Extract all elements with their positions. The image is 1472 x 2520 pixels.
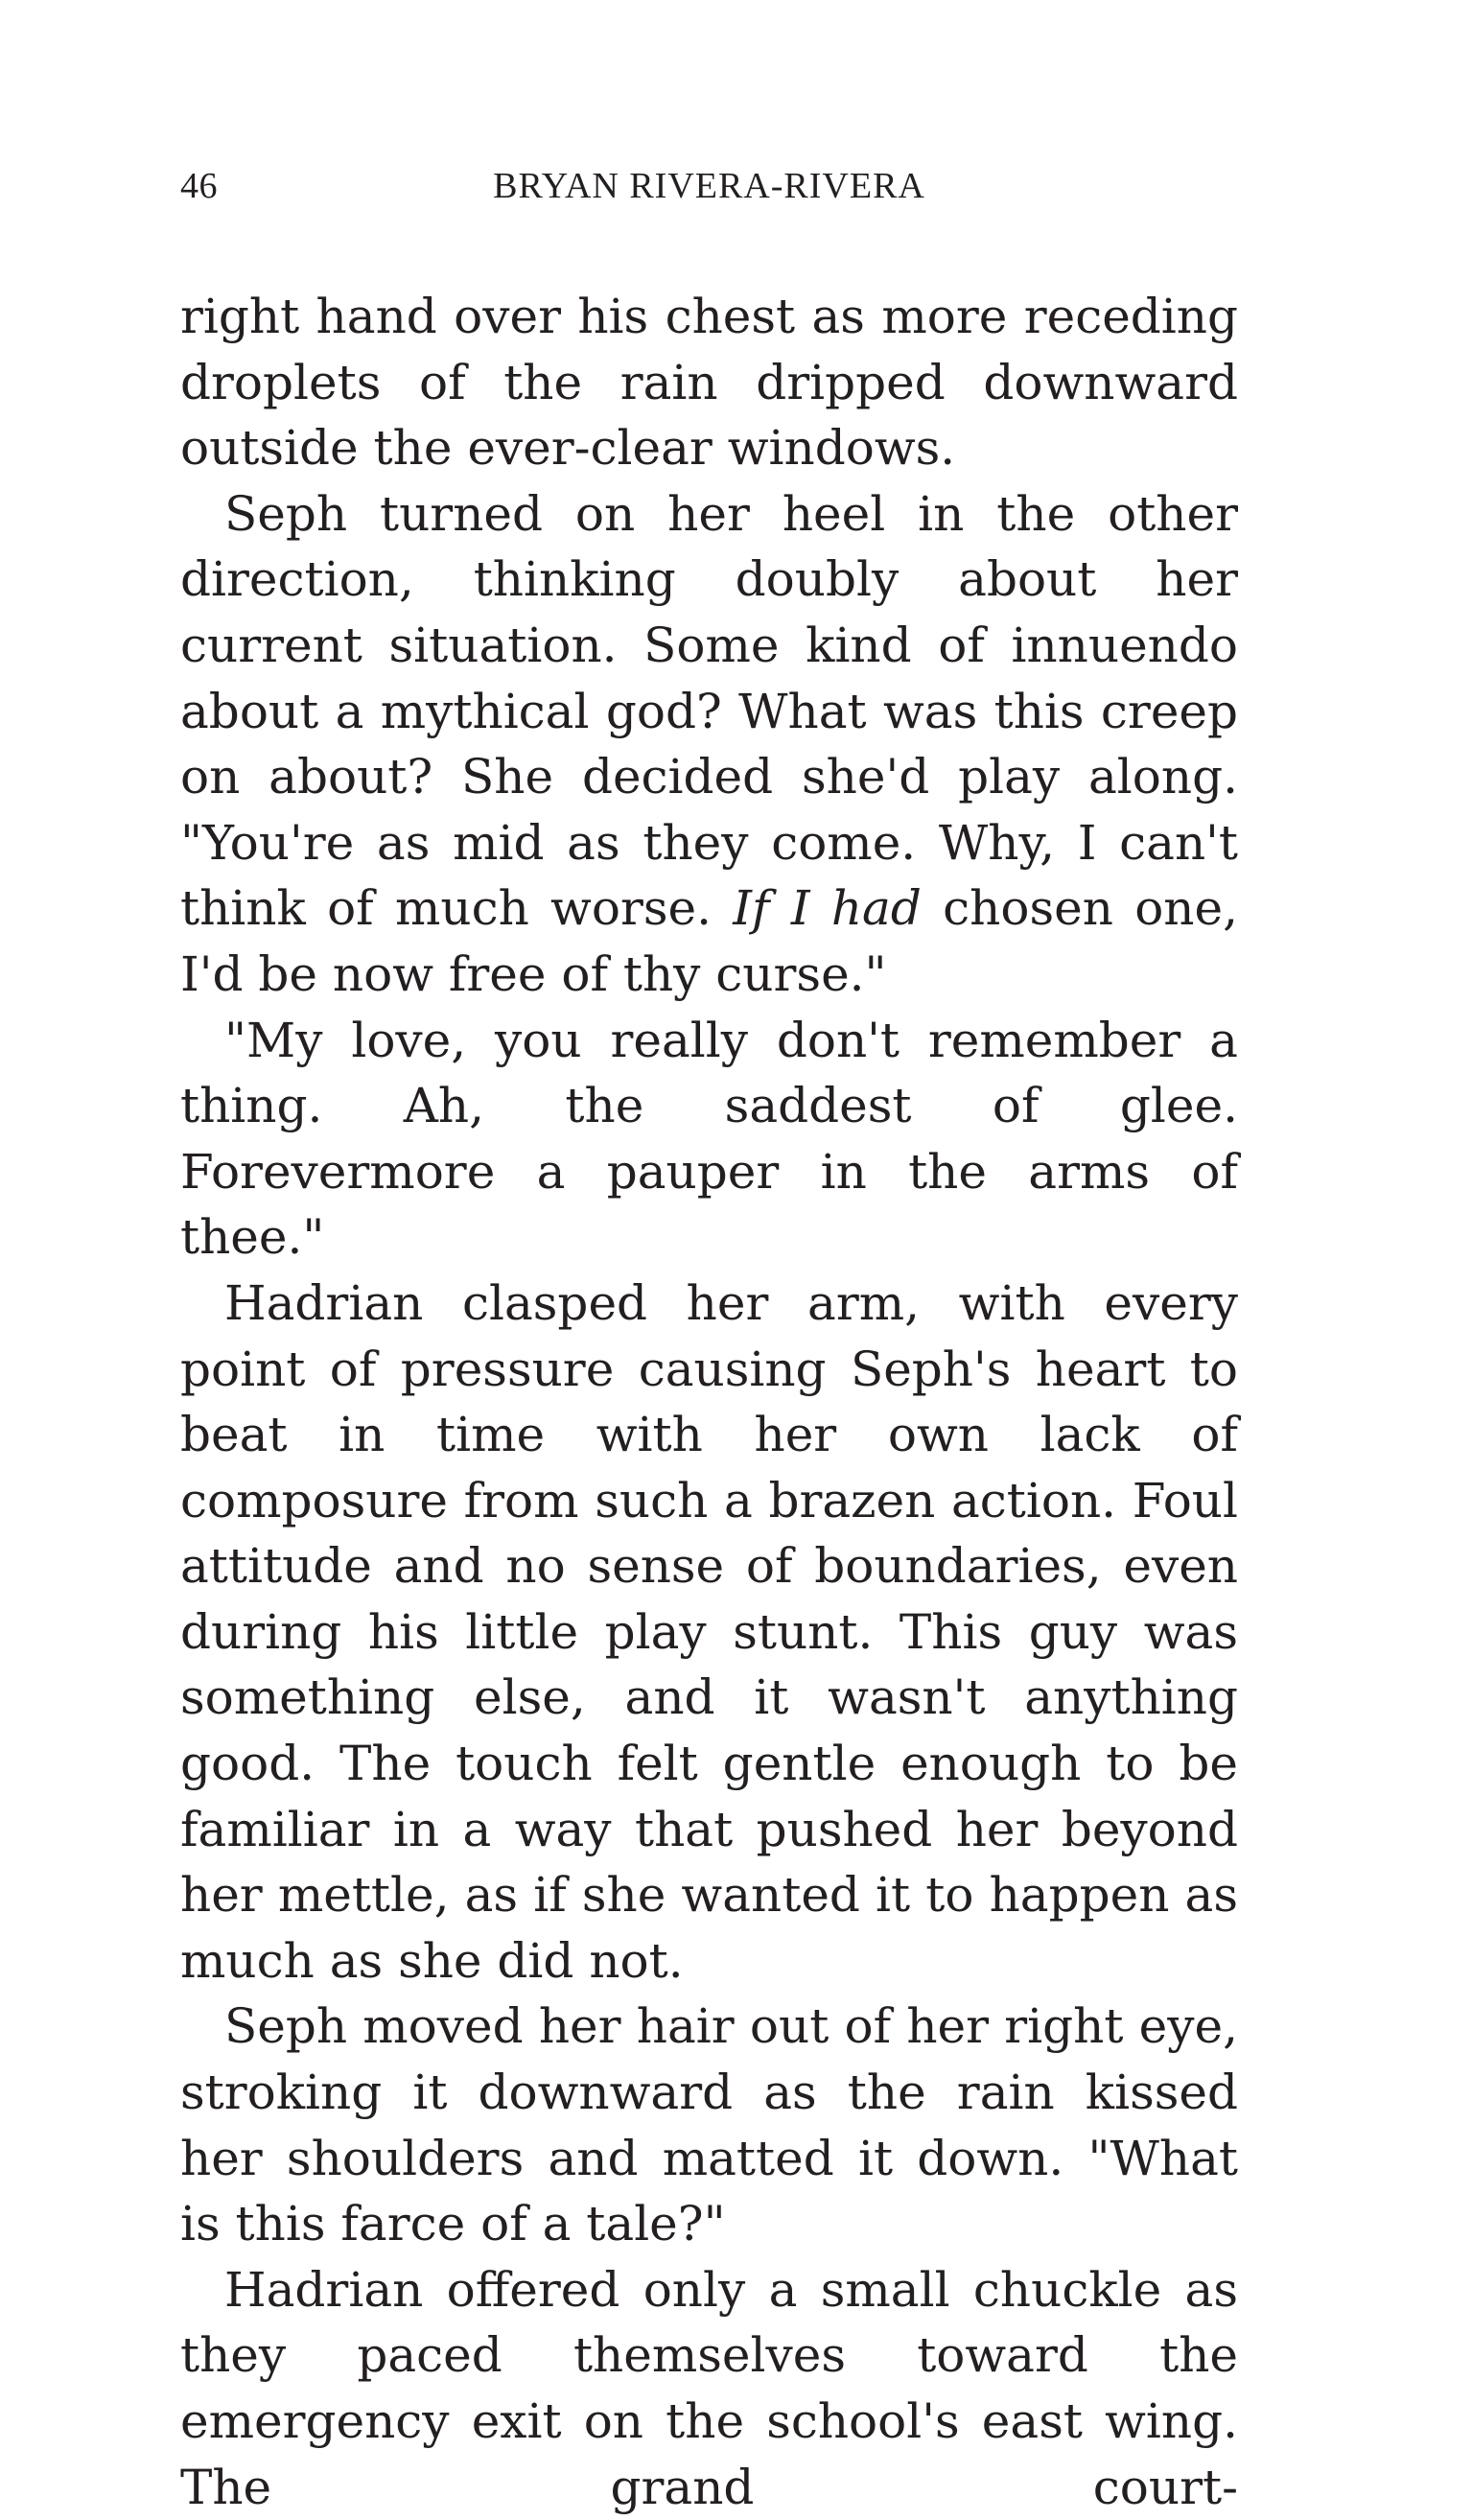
paragraph [180, 481, 1238, 1008]
paragraph-text: Seph moved her hair out of her right eye, stroking it downward as the rain kissed her shoulders and matted it down. "What is this farce of a tale?" [180, 1998, 1238, 2252]
page-header [180, 165, 1238, 213]
paragraph-text: right hand over his chest as more receding droplets of the rain dripped downward outside the ever-clear windows. [180, 289, 1238, 477]
paragraph-text: Hadrian offered only a small chuckle as they paced themselves toward the emergency exit on the school's east wing. The grand court- [180, 2261, 1238, 2515]
paragraph [180, 1994, 1238, 2256]
paragraph-text: chosen one, I'd be now free of thy curse." [180, 880, 1238, 1002]
paragraph [180, 1008, 1238, 1271]
body-text [180, 284, 1238, 2520]
paragraph-text: Seph turned on her heel in the other direction, thinking doubly about her current situation. Some kind of innuendo about a mythical god? What was this creep on about? She decided she'd play along. "You're as mid as they come. Why, I can't think of much worse. [180, 485, 1238, 937]
page-number: 46 [180, 166, 218, 206]
paragraph-text: "My love, you really don't remember a thing. Ah, the saddest of glee. Forevermore a pauper in the arms of thee." [180, 1012, 1238, 1266]
italic-phrase: If I had [733, 880, 922, 937]
running-head: BRYAN RIVERA-RIVERA [493, 166, 925, 206]
paragraph-text: Hadrian clasped her arm, with every point of pressure causing Seph's heart to beat in time with her own lack of composure from such a brazen action. Foul attitude and no sense of boundaries, even during his little play stunt. This guy was something else, and it wasn't anything good. The touch felt gentle enough to be familiar in a way that pushed her beyond her mettle, as if she wanted it to happen as much as she did not. [180, 1274, 1238, 1989]
paragraph [180, 1271, 1238, 1995]
paragraph [180, 2257, 1238, 2520]
paragraph [180, 284, 1238, 481]
